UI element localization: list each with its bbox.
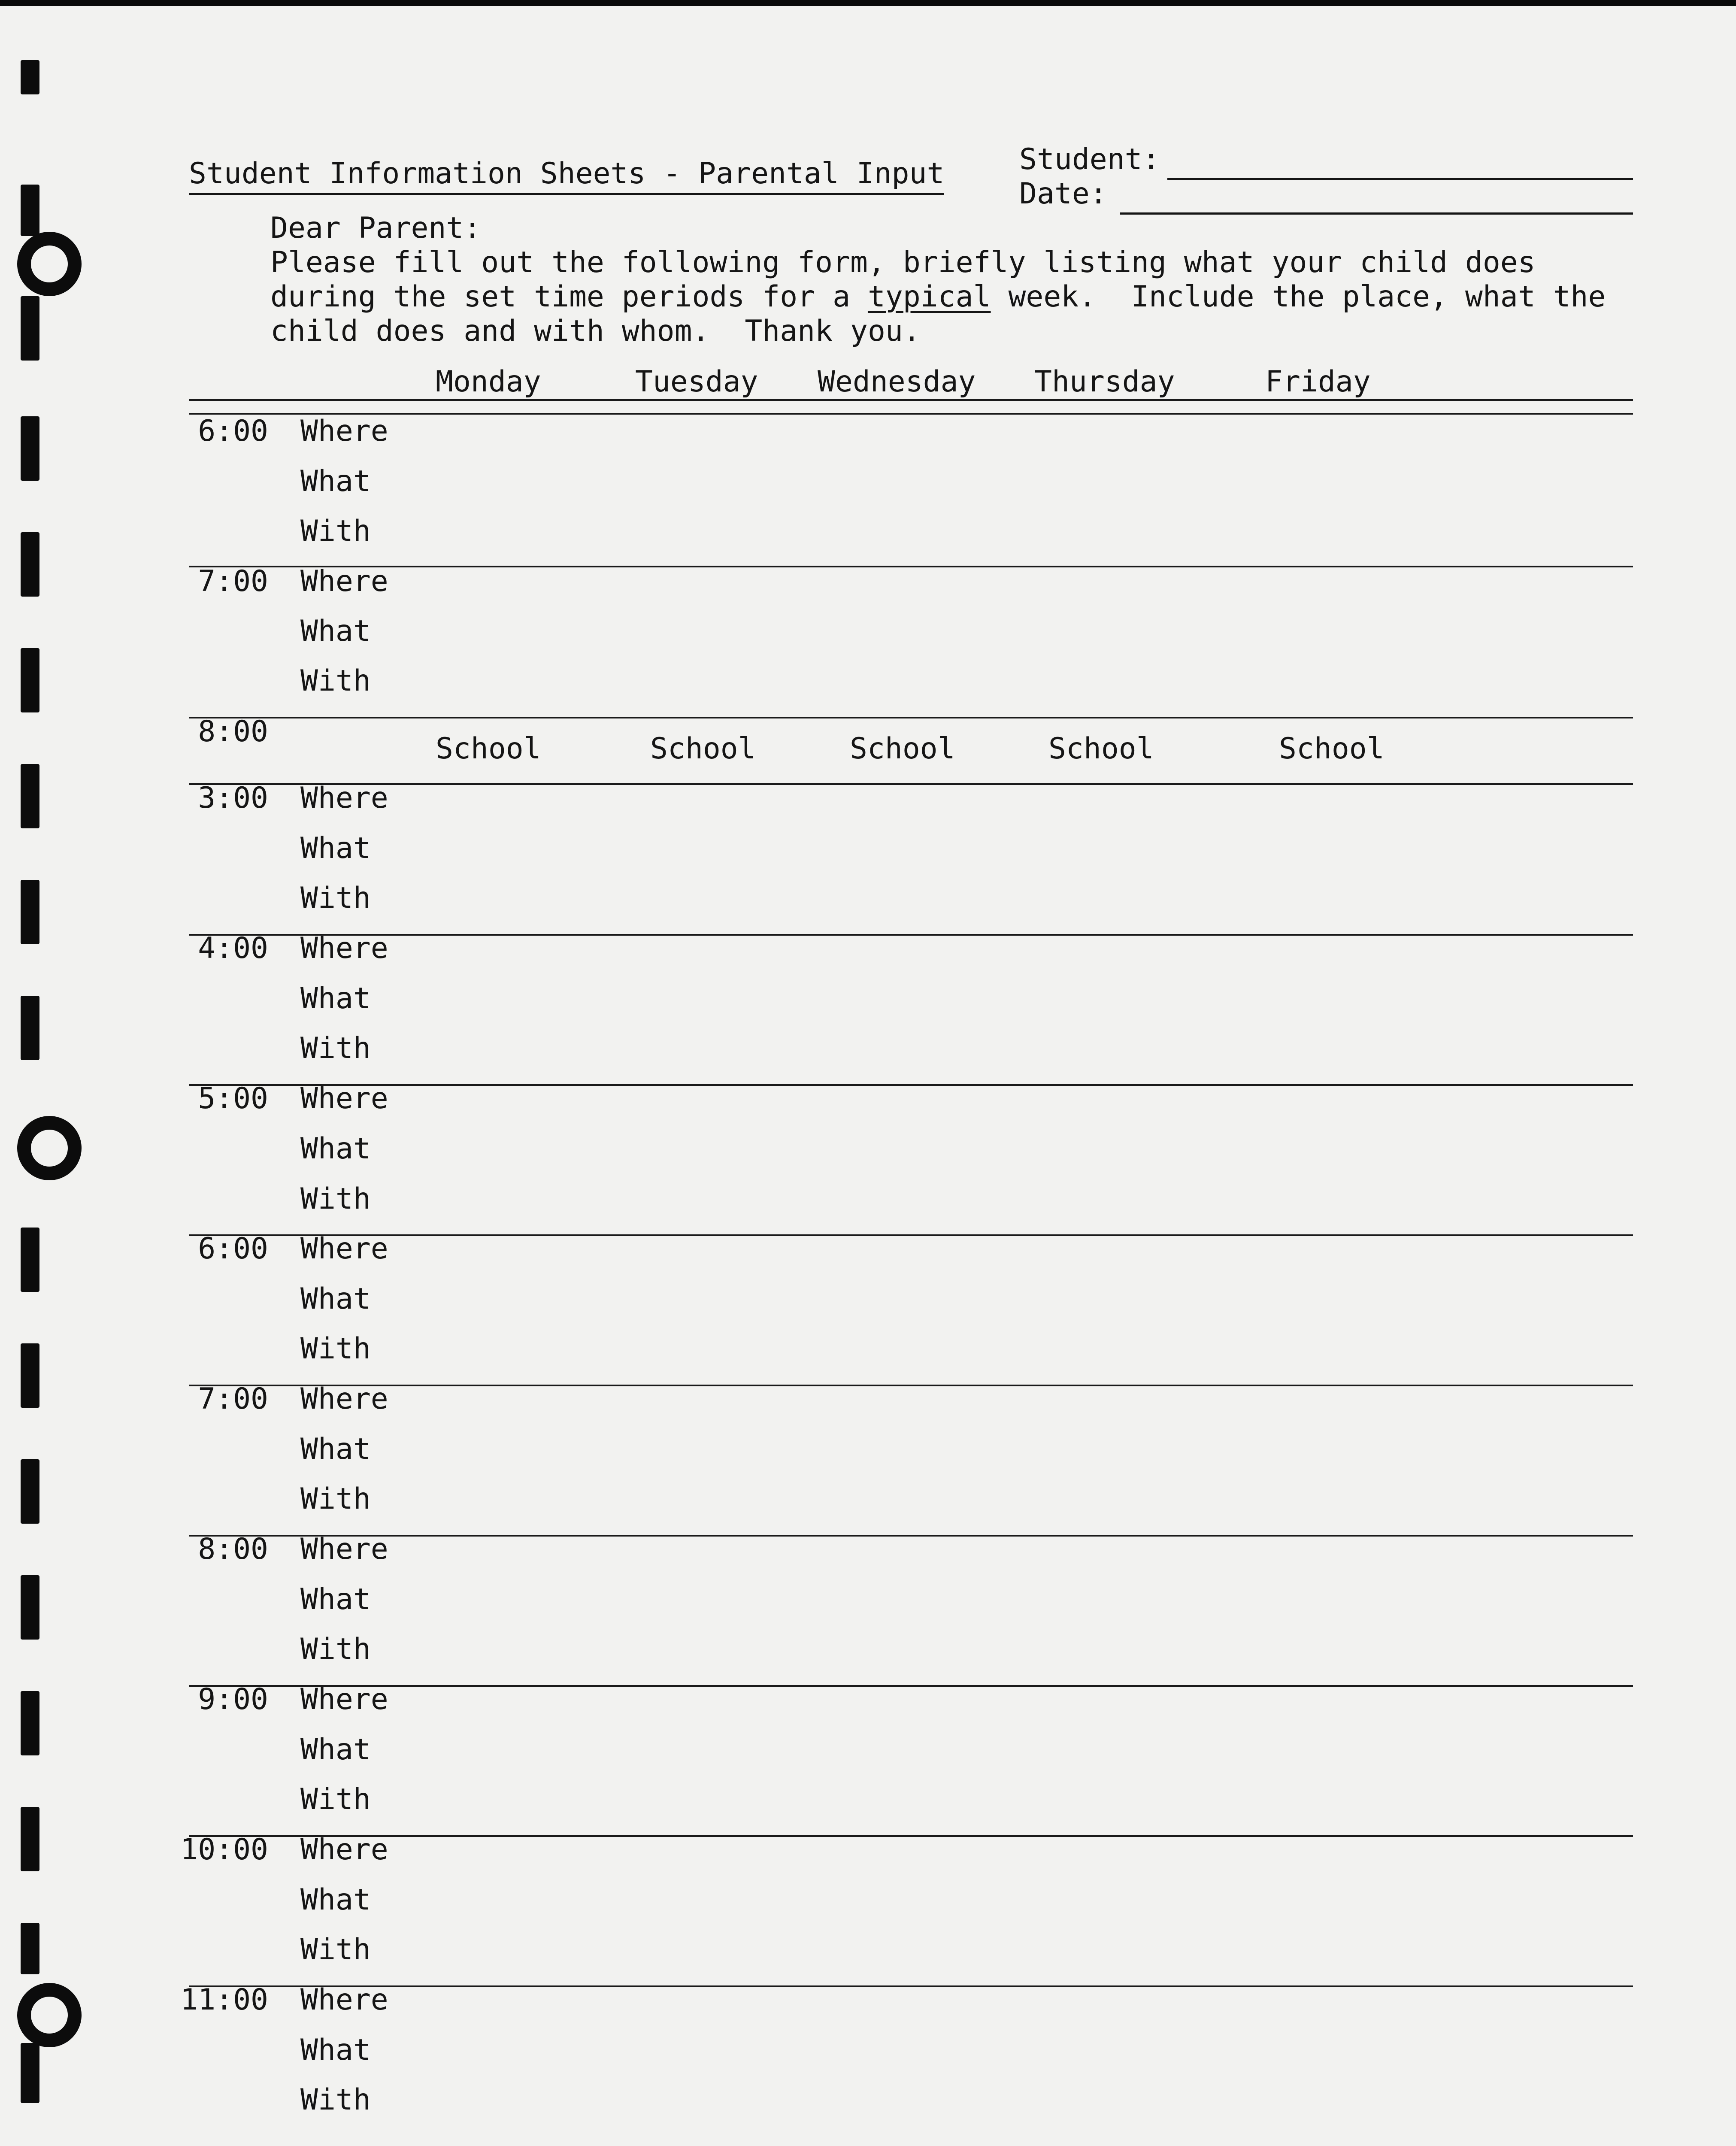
- emphasis-typical: typical: [867, 280, 991, 314]
- instructions-line-1: Please fill out the following form, briefly listing what your child does: [270, 246, 1536, 279]
- header-rule: [189, 399, 1633, 401]
- row-label-with: With: [300, 664, 371, 698]
- time-label: 10:00: [180, 1833, 268, 1867]
- day-header-tuesday: Tuesday: [635, 365, 758, 399]
- school-friday: School: [1279, 732, 1385, 766]
- row-label-where: Where: [300, 781, 388, 815]
- row-label-where: Where: [300, 1082, 388, 1115]
- time-label: 11:00: [180, 1983, 268, 2017]
- row-divider: [189, 1084, 1633, 1086]
- punch-mark: [21, 996, 39, 1060]
- binder-hole-icon: [17, 232, 82, 296]
- row-label-with: With: [300, 1933, 371, 1967]
- row-label-what: What: [300, 2033, 371, 2067]
- time-label: 3:00: [198, 781, 268, 815]
- punch-mark: [21, 296, 39, 361]
- binder-hole-icon: [17, 1116, 82, 1180]
- row-label-where: Where: [300, 414, 388, 448]
- time-label: 4:00: [198, 931, 268, 965]
- punch-mark: [21, 648, 39, 712]
- row-label-where: Where: [300, 1532, 388, 1566]
- row-label-where: Where: [300, 564, 388, 598]
- punch-mark: [21, 185, 39, 236]
- school-wednesday: School: [850, 732, 955, 766]
- row-label-with: With: [300, 2083, 371, 2117]
- day-header-wednesday: Wednesday: [818, 365, 976, 399]
- row-label-with: With: [300, 1031, 371, 1065]
- row-label-where: Where: [300, 931, 388, 965]
- punch-mark: [21, 880, 39, 944]
- row-label-with: With: [300, 1782, 371, 1816]
- punch-mark: [21, 1228, 39, 1292]
- row-label-with: With: [300, 1332, 371, 1366]
- punch-mark: [21, 1923, 39, 1974]
- row-label-what: What: [300, 1132, 371, 1166]
- row-divider: [189, 1985, 1633, 1987]
- row-divider: [189, 1685, 1633, 1687]
- row-label-with: With: [300, 514, 371, 548]
- punch-mark: [21, 532, 39, 597]
- date-label: Date:: [1019, 177, 1107, 211]
- time-label: 6:00: [198, 414, 268, 448]
- school-monday: School: [436, 732, 541, 766]
- punch-mark: [21, 1691, 39, 1755]
- row-label-what: What: [300, 1432, 371, 1466]
- row-label-what: What: [300, 982, 371, 1015]
- row-label-what: What: [300, 1733, 371, 1767]
- time-label: 8:00: [198, 715, 268, 749]
- student-label: Student:: [1019, 142, 1160, 176]
- time-label: 6:00: [198, 1232, 268, 1266]
- punch-mark: [21, 60, 39, 94]
- school-tuesday: School: [650, 732, 756, 766]
- punch-mark: [21, 764, 39, 828]
- greeting: Dear Parent:: [270, 211, 482, 245]
- time-label: 7:00: [198, 1382, 268, 1416]
- punch-mark: [21, 2043, 39, 2103]
- day-header-friday: Friday: [1265, 365, 1371, 399]
- binder-hole-icon: [17, 1983, 82, 2047]
- time-label: 7:00: [198, 564, 268, 598]
- row-divider: [189, 1535, 1633, 1537]
- row-label-where: Where: [300, 1382, 388, 1416]
- school-thursday: School: [1048, 732, 1154, 766]
- time-label: 5:00: [198, 1082, 268, 1115]
- row-label-with: With: [300, 881, 371, 915]
- day-header-thursday: Thursday: [1034, 365, 1175, 399]
- row-label-what: What: [300, 614, 371, 648]
- row-divider: [189, 783, 1633, 785]
- row-label-what: What: [300, 831, 371, 865]
- instructions-letter: [270, 211, 1606, 349]
- student-field[interactable]: [1167, 178, 1633, 180]
- time-label: 8:00: [198, 1532, 268, 1566]
- row-label-with: With: [300, 1182, 371, 1216]
- instructions-line-3: child does and with whom. Thank you.: [270, 314, 921, 348]
- punch-mark: [21, 1459, 39, 1524]
- row-label-where: Where: [300, 1983, 388, 2017]
- punch-mark: [21, 416, 39, 481]
- row-divider: [189, 1234, 1633, 1236]
- instructions-line-2b: week. Include the place, what the: [991, 280, 1606, 314]
- row-divider: [189, 1385, 1633, 1386]
- page-top-edge: [0, 0, 1736, 6]
- row-label-with: With: [300, 1482, 371, 1516]
- row-label-what: What: [300, 1282, 371, 1316]
- time-label: 9:00: [198, 1682, 268, 1716]
- form-title: Student Information Sheets - Parental Input: [189, 157, 944, 195]
- instructions-line-2a: during the set time periods for a: [270, 280, 868, 314]
- row-label-where: Where: [300, 1232, 388, 1266]
- row-divider: [189, 566, 1633, 567]
- row-label-with: With: [300, 1632, 371, 1666]
- row-divider: [189, 934, 1633, 936]
- row-divider: [189, 1835, 1633, 1837]
- header-rule: [189, 413, 1633, 415]
- day-header-monday: Monday: [436, 365, 541, 399]
- punch-mark: [21, 1575, 39, 1640]
- row-label-what: What: [300, 1582, 371, 1616]
- row-label-what: What: [300, 1883, 371, 1917]
- punch-mark: [21, 1807, 39, 1871]
- row-label-what: What: [300, 464, 371, 498]
- punch-mark: [21, 1343, 39, 1408]
- row-divider: [189, 717, 1633, 718]
- row-label-where: Where: [300, 1833, 388, 1867]
- row-label-where: Where: [300, 1682, 388, 1716]
